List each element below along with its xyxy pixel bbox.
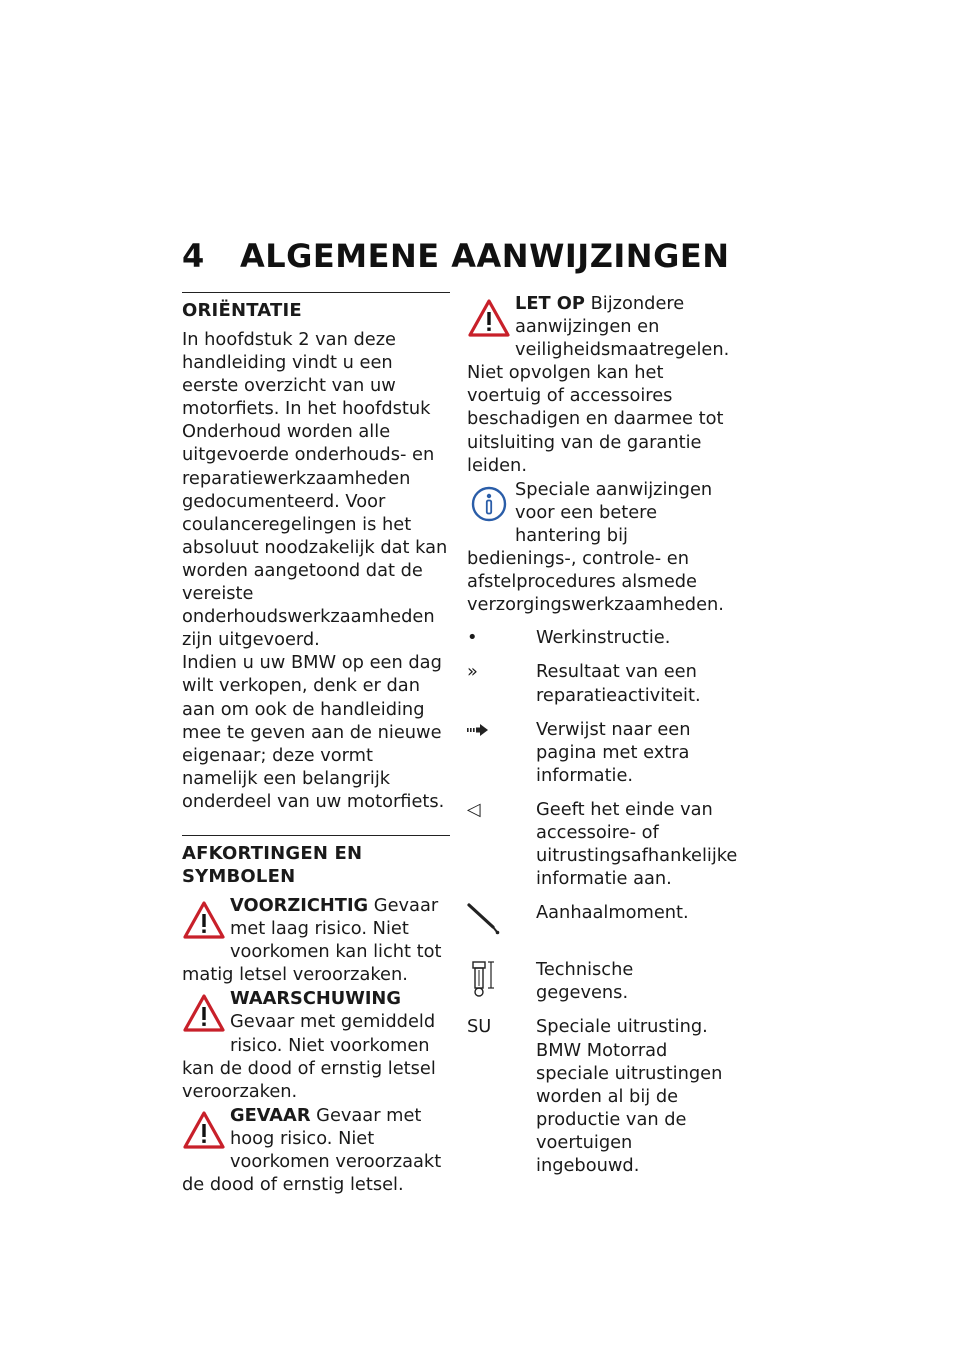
warning-triangle-icon [182,1110,226,1154]
chapter-heading [182,236,882,276]
symbol-description: Verwijst naar een pagina met extra informatie. [536,718,691,786]
bullet-icon: • [467,627,478,649]
left-column [182,292,450,1197]
symbol-row-result [467,660,731,706]
notice-attention [467,292,731,477]
technical-data-icon [467,958,536,1004]
symbol-row-torque [467,901,731,947]
orientation-paragraph-1: In hoofdstuk 2 van deze handleiding vindt u een eerste overzicht van uw motorfiets. In het hoofdstuk Onderhoud worden alle uitgevoerde onderhouds- en reparatiewerkzaamheden gedocumenteerd. Voor coulanceregelingen is het absoluut noodzakelijk dat kan worden aangetoond dat de vereiste onderhoudswerkzaamheden zijn uitgevoerd. [182,329,448,651]
symbol-row-special-equipment [467,1015,731,1177]
notice-warning [182,987,450,1102]
section-title-abbreviations: AFKORTINGEN EN SYMBOLEN [182,842,363,887]
warning-triangle-icon [182,900,226,944]
notice-text: Speciale aanwijzingen voor een betere hantering bij bedienings-, controle- en afstelprocedures alsmede verzorgingswerkzaamheden. [467,478,724,616]
special-equipment-text: BMW Motorrad speciale uitrustingen worden al bij de productie van de voertuigen ingebouwd. [536,1039,723,1176]
result-icon: » [467,661,478,683]
symbol-row-end-marker [467,798,738,890]
symbol-description: Geeft het einde van accessoire- of uitrustingsafhankelijke informatie aan. [536,798,738,890]
symbol-description: Technische gegevens. [536,959,634,1004]
special-equipment-label: SU [467,1016,492,1038]
warning-triangle-icon [182,993,226,1037]
notice-label: GEVAAR [230,1104,311,1126]
symbol-description: Werkinstructie. [536,627,671,649]
warning-triangle-icon [467,298,511,342]
symbol-row-instruction [467,626,731,649]
notice-danger [182,1104,450,1196]
right-column [467,292,738,1188]
symbol-description: Resultaat van een reparatieactiviteit. [536,661,701,706]
orientation-paragraph-2: Indien u uw BMW op een dag wilt verkopen, denk er dan aan om ook de handleiding mee te geven aan de nieuwe eigenaar; deze vormt namelijk een belangrijk onderdeel van uw motorfiets. [182,652,445,812]
chapter-number: 4 [182,237,205,275]
page-reference-arrow-icon [467,718,536,787]
notice-label: LET OP [515,293,585,314]
notice-label: VOORZICHTIG [230,894,369,916]
notice-info [467,478,731,617]
torque-wrench-icon [467,901,536,947]
section-title-orientation: ORIËNTATIE [182,300,302,321]
section-divider [182,292,450,293]
info-icon [467,484,511,528]
notice-caution [182,894,450,986]
notice-text: Gevaar met hoog risico. Niet voorkomen veroorzaakt de dood of ernstig letsel. [182,1104,442,1196]
symbol-description [536,1015,731,1177]
notice-label: WAARSCHUWING [230,988,401,1010]
special-equipment-title: Speciale uitrusting. [536,1016,708,1038]
symbol-description: Aanhaalmoment. [536,902,689,924]
end-marker-icon: ◁ [467,798,481,820]
symbol-row-technical-data [467,958,731,1004]
notice-text: Bijzondere aanwijzingen en veiligheidsmaatregelen. Niet opvolgen kan het voertuig of accessoires beschadigen en daarmee tot uitsluiting van de garantie leiden. [467,293,730,476]
symbol-list [467,626,738,1177]
symbol-row-page-reference [467,718,731,787]
section-divider [182,835,450,836]
chapter-title: ALGEMENE AANWIJZINGEN [240,237,730,275]
notice-text: Gevaar met gemiddeld risico. Niet voorkomen kan de dood of ernstig letsel veroorzaken. [182,1011,436,1102]
notice-text: Gevaar met laag risico. Niet voorkomen kan licht tot matig letsel veroorzaken. [182,894,442,986]
